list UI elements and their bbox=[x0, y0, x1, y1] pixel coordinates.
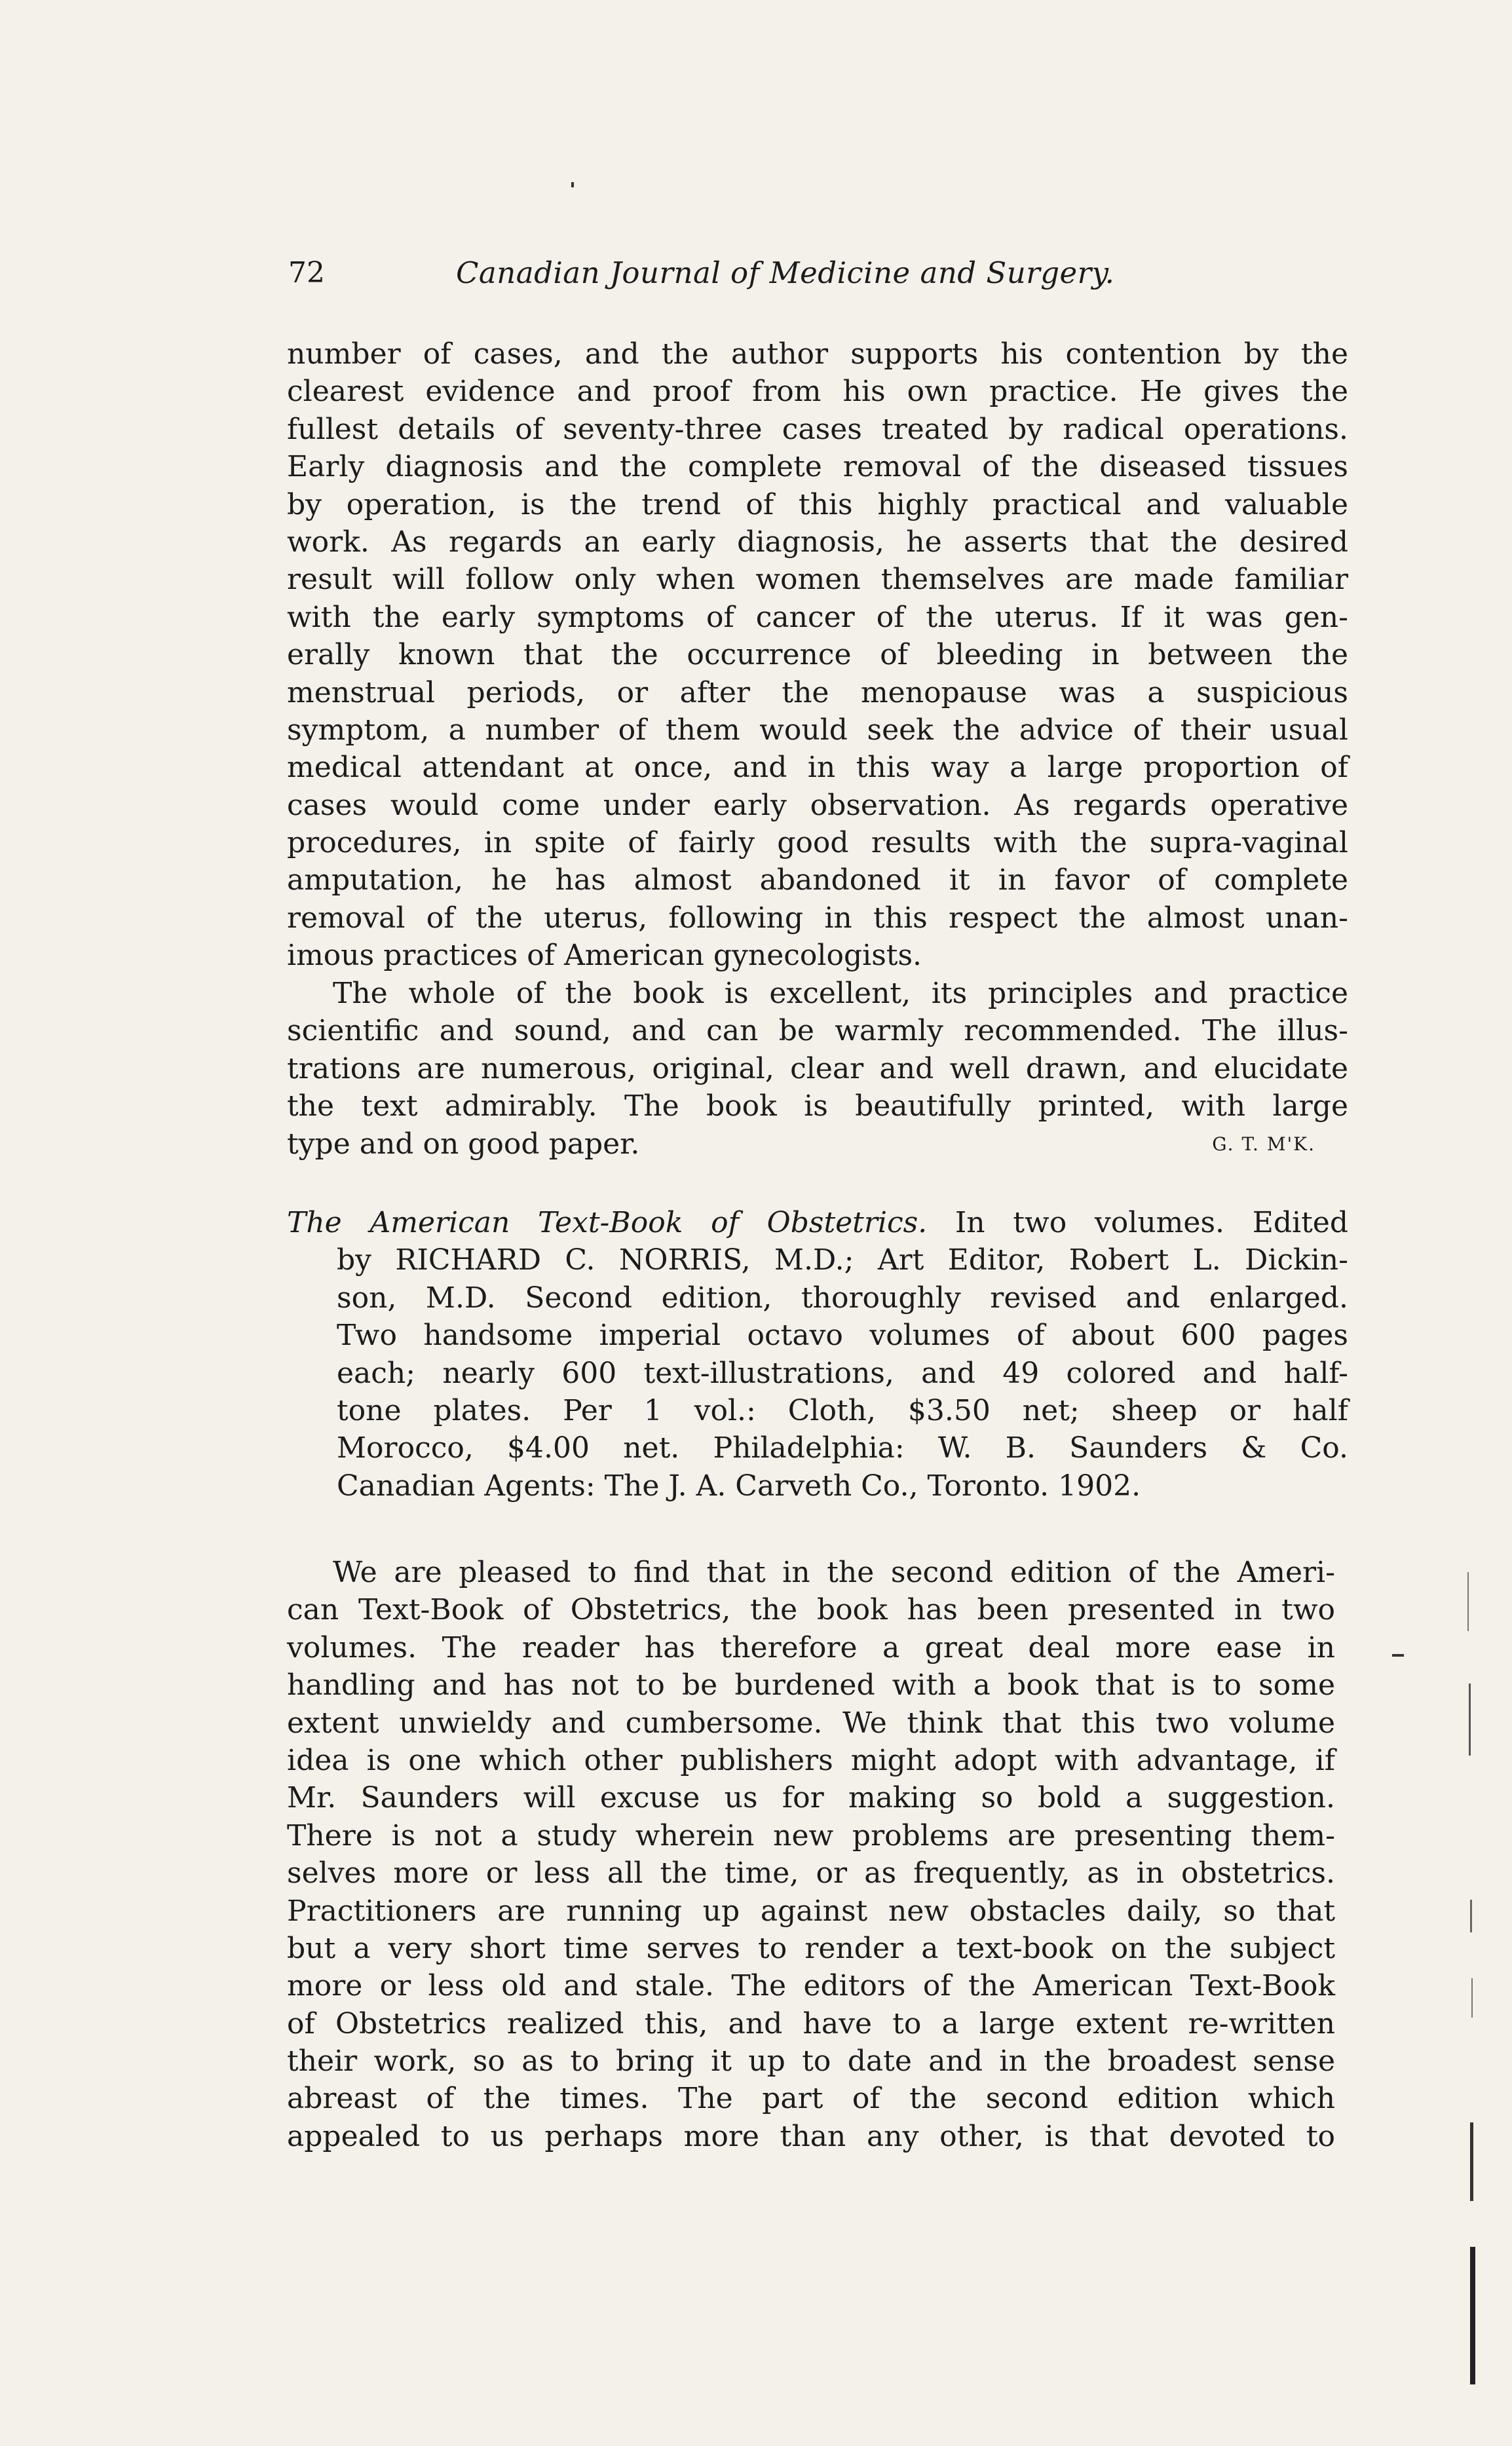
text-line: Early diagnosis and the complete removal of the diseased tissues bbox=[287, 450, 1348, 484]
text-line: but a very short time serves to render a text-book on the subject bbox=[287, 1931, 1335, 1965]
text-line: the text admirably. The book is beautifully printed, with large bbox=[287, 1089, 1348, 1123]
text-line: handling and has not to be burdened with a book that is to some bbox=[287, 1668, 1335, 1703]
review-1-paragraph-2 bbox=[287, 975, 1348, 1163]
citation-first-line bbox=[287, 1204, 1348, 1241]
text-line: Practitioners are running up against new obstacles daily, so that bbox=[287, 1894, 1335, 1928]
text-line: volumes. The reader has therefore a great deal more ease in bbox=[287, 1630, 1335, 1665]
text-line: Mr. Saunders will excuse us for making so bold a suggestion. bbox=[287, 1781, 1335, 1815]
text-line: son, M.D. Second edition, thoroughly revised and enlarged. bbox=[337, 1281, 1348, 1315]
text-line: procedures, in spite of fairly good results with the supra-vaginal bbox=[287, 826, 1348, 860]
text-line: fullest details of seventy-three cases treated by radical operations. bbox=[287, 412, 1348, 446]
text-line: each; nearly 600 text-illustrations, and 49 colored and half- bbox=[337, 1356, 1348, 1390]
text-line: their work, so as to bring it up to date and in the broadest sense bbox=[287, 2044, 1335, 2079]
page-header bbox=[288, 250, 1363, 296]
book-title: The American Text-Book of Obstetrics. bbox=[287, 1206, 928, 1239]
text-line: result will follow only when women themselves are made familiar bbox=[287, 563, 1348, 597]
text-line: erally known that the occurrence of bleeding in between the bbox=[287, 638, 1348, 672]
text-line: amputation, he has almost abandoned it in favor of complete bbox=[287, 863, 1348, 897]
text-line: symptom, a number of them would seek the advice of their usual bbox=[287, 713, 1348, 747]
closing-line bbox=[287, 1125, 1348, 1163]
reviewer-signature: G. T. M'K. bbox=[1212, 1133, 1315, 1155]
text-line: of Obstetrics realized this, and have to a large extent re-written bbox=[287, 2006, 1335, 2041]
citation-text: In two volumes. Edited bbox=[927, 1206, 1348, 1239]
text-line: appealed to us perhaps more than any other, is that devoted to bbox=[287, 2119, 1335, 2153]
text-line: removal of the uterus, following in this respect the almost unan- bbox=[287, 901, 1348, 935]
text-line: menstrual periods, or after the menopause was a suspicious bbox=[287, 675, 1348, 709]
text-line: We are pleased to find that in the second edition of the Ameri- bbox=[333, 1556, 1335, 1589]
text-line: number of cases, and the author supports his contention by the bbox=[287, 337, 1348, 371]
text-line: abreast of the times. The part of the second edition which bbox=[287, 2082, 1335, 2116]
review-1-paragraph-1 bbox=[287, 335, 1348, 975]
running-title: Canadian Journal of Medicine and Surgery. bbox=[456, 255, 1115, 290]
text-line: by RICHARD C. NORRIS, M.D.; Art Editor, Robert L. Dickin- bbox=[337, 1243, 1348, 1277]
print-speck bbox=[571, 182, 574, 187]
text-line: Canadian Agents: The J. A. Carveth Co., Toronto. 1902. bbox=[337, 1469, 1141, 1503]
text-line: with the early symptoms of cancer of the uterus. If it was gen- bbox=[287, 600, 1348, 634]
review-2-citation bbox=[287, 1204, 1348, 1505]
text-line: imous practices of American gynecologists. bbox=[287, 939, 922, 973]
text-line: tone plates. Per 1 vol.: Cloth, $3.50 net; sheep or half bbox=[337, 1393, 1348, 1427]
text-line: The whole of the book is excellent, its principles and practice bbox=[333, 977, 1348, 1010]
text-line: work. As regards an early diagnosis, he asserts that the desired bbox=[287, 525, 1348, 559]
margin-dash bbox=[1392, 1654, 1404, 1657]
text-line: idea is one which other publishers might adopt with advantage, if bbox=[287, 1743, 1335, 1777]
text-line: medical attendant at once, and in this way a large proportion of bbox=[287, 751, 1348, 785]
text-line: There is not a study wherein new problems are presenting them- bbox=[287, 1818, 1335, 1853]
scan-edge-marks bbox=[1441, 1572, 1481, 2424]
text-line: selves more or less all the time, or as frequently, as in obstetrics. bbox=[287, 1856, 1335, 1891]
text-line: extent unwieldy and cumbersome. We think that this two volume bbox=[287, 1706, 1335, 1740]
text-line: scientific and sound, and can be warmly recommended. The illus- bbox=[287, 1014, 1348, 1048]
text-line: Two handsome imperial octavo volumes of about 600 pages bbox=[337, 1319, 1348, 1353]
text-line: clearest evidence and proof from his own practice. He gives the bbox=[287, 375, 1348, 409]
text-line: can Text-Book of Obstetrics, the book has been presented in two bbox=[287, 1593, 1335, 1627]
text-line: Morocco, $4.00 net. Philadelphia: W. B. Saunders & Co. bbox=[337, 1431, 1348, 1465]
page-number: 72 bbox=[288, 256, 325, 290]
text-line: cases would come under early observation. As regards operative bbox=[287, 788, 1348, 822]
review-2-body bbox=[287, 1554, 1335, 2155]
text-line: by operation, is the trend of this highly practical and valuable bbox=[287, 487, 1348, 521]
text-line: trations are numerous, original, clear and well drawn, and elucidate bbox=[287, 1051, 1348, 1085]
text-line: more or less old and stale. The editors of the American Text-Book bbox=[287, 1969, 1335, 2003]
text-line: type and on good paper. bbox=[287, 1127, 640, 1161]
